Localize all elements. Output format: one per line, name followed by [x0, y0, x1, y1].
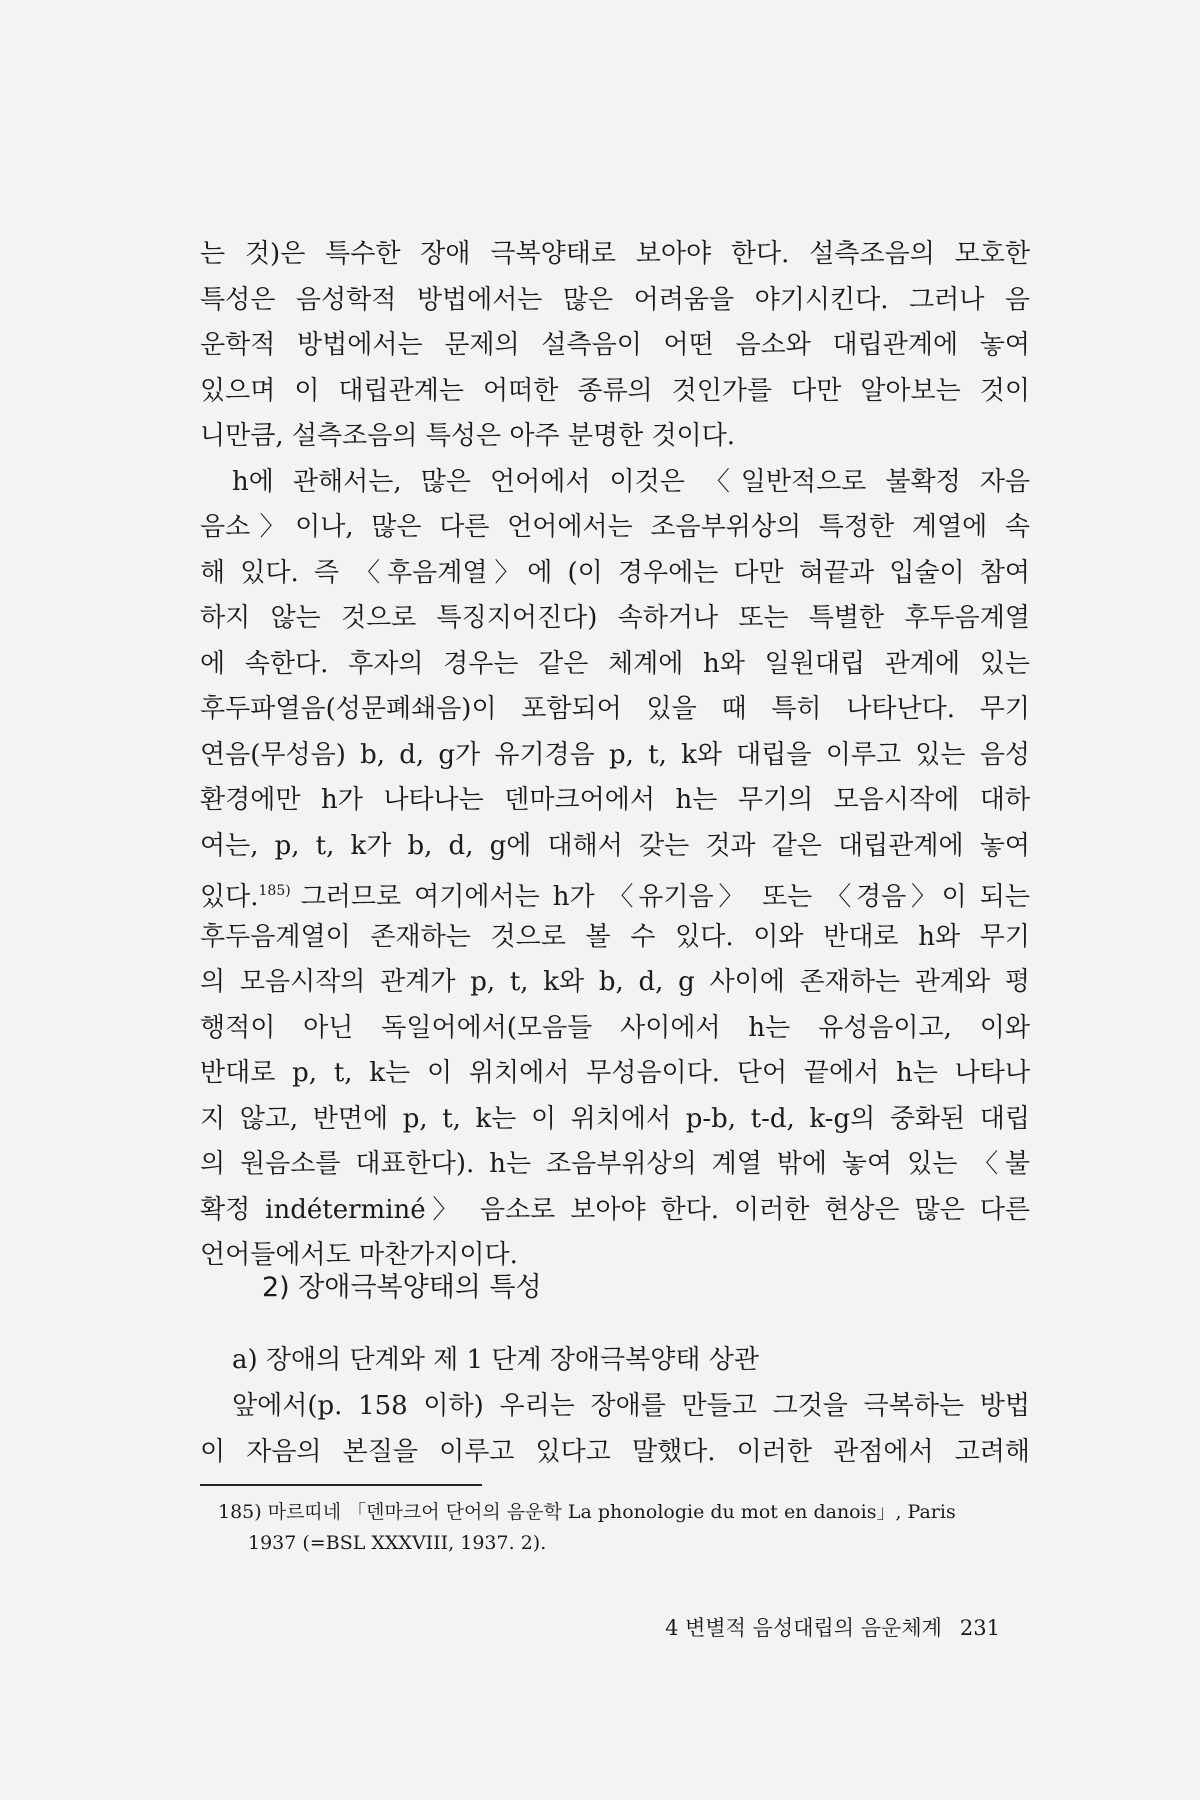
section-heading: 2) 장애극복양태의 특성	[262, 1272, 542, 1303]
running-title: 4 변별적 음성대립의 음운체계	[665, 1616, 942, 1640]
text-line: 음소〉이나, 많은 다른 언어에서는 조음부위상의 특정한 계열에 속	[200, 512, 1030, 542]
text-line: 의 원음소를 대표한다). h는 조음부위상의 계열 밖에 놓여 있는 〈불	[200, 1149, 1030, 1179]
running-footer	[600, 1612, 1000, 1642]
text-fragment: 있다.	[200, 882, 259, 912]
text-line: 연음(무성음) b, d, g가 유기경음 p, t, k와 대립을 이루고 있는 음성	[200, 739, 1030, 770]
text-line: 특성은 음성학적 방법에서는 많은 어려움을 야기시킨다. 그러나 음	[200, 284, 1030, 315]
text-line: 이 자음의 본질을 이루고 있다고 말했다. 이러한 관점에서 고려해	[200, 1436, 1030, 1467]
text-line: 환경에만 h가 나타나는 덴마크어에서 h는 무기의 모음시작에 대하	[200, 785, 1030, 815]
text-line: 의 모음시작의 관계가 p, t, k와 b, d, g 사이에 존재하는 관계와 평	[200, 967, 1030, 997]
text-line: 후두음계열이 존재하는 것으로 볼 수 있다. 이와 반대로 h와 무기	[200, 921, 1030, 952]
text-line: 하지 않는 것으로 특징지어진다) 속하거나 또는 특별한 후두음계열	[200, 603, 1030, 633]
sub-heading: a) 장애의 단계와 제 1 단계 장애극복양태 상관	[232, 1345, 760, 1375]
text-line: h에 관해서는, 많은 언어에서 이것은 〈일반적으로 불확정 자음	[232, 466, 1030, 497]
footnotes	[218, 1497, 1030, 1559]
footnote-reference[interactable]: 185)	[258, 883, 291, 899]
text-line: 해 있다. 즉 〈후음계열〉에 (이 경우에는 다만 혀끝과 입술이 참여	[200, 557, 1030, 588]
text-line: 행적이 아닌 독일어에서(모음들 사이에서 h는 유성음이고, 이와	[200, 1012, 1030, 1043]
footnote-divider	[200, 1484, 482, 1486]
page-number: 231	[959, 1616, 1000, 1640]
text-line: 후두파열음(성문폐쇄음)이 포함되어 있을 때 특히 나타난다. 무기	[200, 694, 1030, 724]
text-line: 니만큼, 설측조음의 특성은 아주 분명한 것이다.	[200, 421, 736, 451]
text-line: 언어들에서도 마찬가지이다.	[200, 1240, 518, 1270]
footnote-line: 1937 (=BSL XXXVIII, 1937. 2).	[248, 1532, 547, 1554]
text-line: 지 않고, 반면에 p, t, k는 이 위치에서 p-b, t-d, k-g의 중화된 대립	[200, 1103, 1030, 1134]
text-fragment: 그러므로 여기에서는 h가 〈유기음〉 또는 〈경음〉이 되는	[300, 882, 1030, 912]
footnote-line: 185) 마르띠네 「덴마크어 단어의 음운학 La phonologie du mot en danois」, Paris	[218, 1501, 956, 1523]
text-line: 반대로 p, t, k는 이 위치에서 무성음이다. 단어 끝에서 h는 나타나	[200, 1058, 1030, 1088]
text-line: 운학적 방법에서는 문제의 설측음이 어떤 음소와 대립관계에 놓여	[200, 330, 1030, 360]
text-line: 여는, p, t, k가 b, d, g에 대해서 갖는 것과 같은 대립관계에 놓여	[200, 830, 1030, 861]
text-line: 에 속한다. 후자의 경우는 같은 체계에 h와 일원대립 관계에 있는	[200, 648, 1030, 679]
text-line	[200, 869, 1030, 915]
text-line: 확정 indéterminé〉 음소로 보아야 한다. 이러한 현상은 많은 다른	[200, 1194, 1030, 1225]
section-text	[200, 1337, 1030, 1475]
text-line: 는 것)은 특수한 장애 극복양태로 보아야 한다. 설측조음의 모호한	[200, 239, 1030, 269]
body-text	[200, 232, 1030, 1279]
text-line: 있으며 이 대립관계는 어떠한 종류의 것인가를 다만 알아보는 것이	[200, 375, 1030, 406]
text-line: 앞에서(p. 158 이하) 우리는 장애를 만들고 그것을 극복하는 방법	[232, 1391, 1030, 1421]
